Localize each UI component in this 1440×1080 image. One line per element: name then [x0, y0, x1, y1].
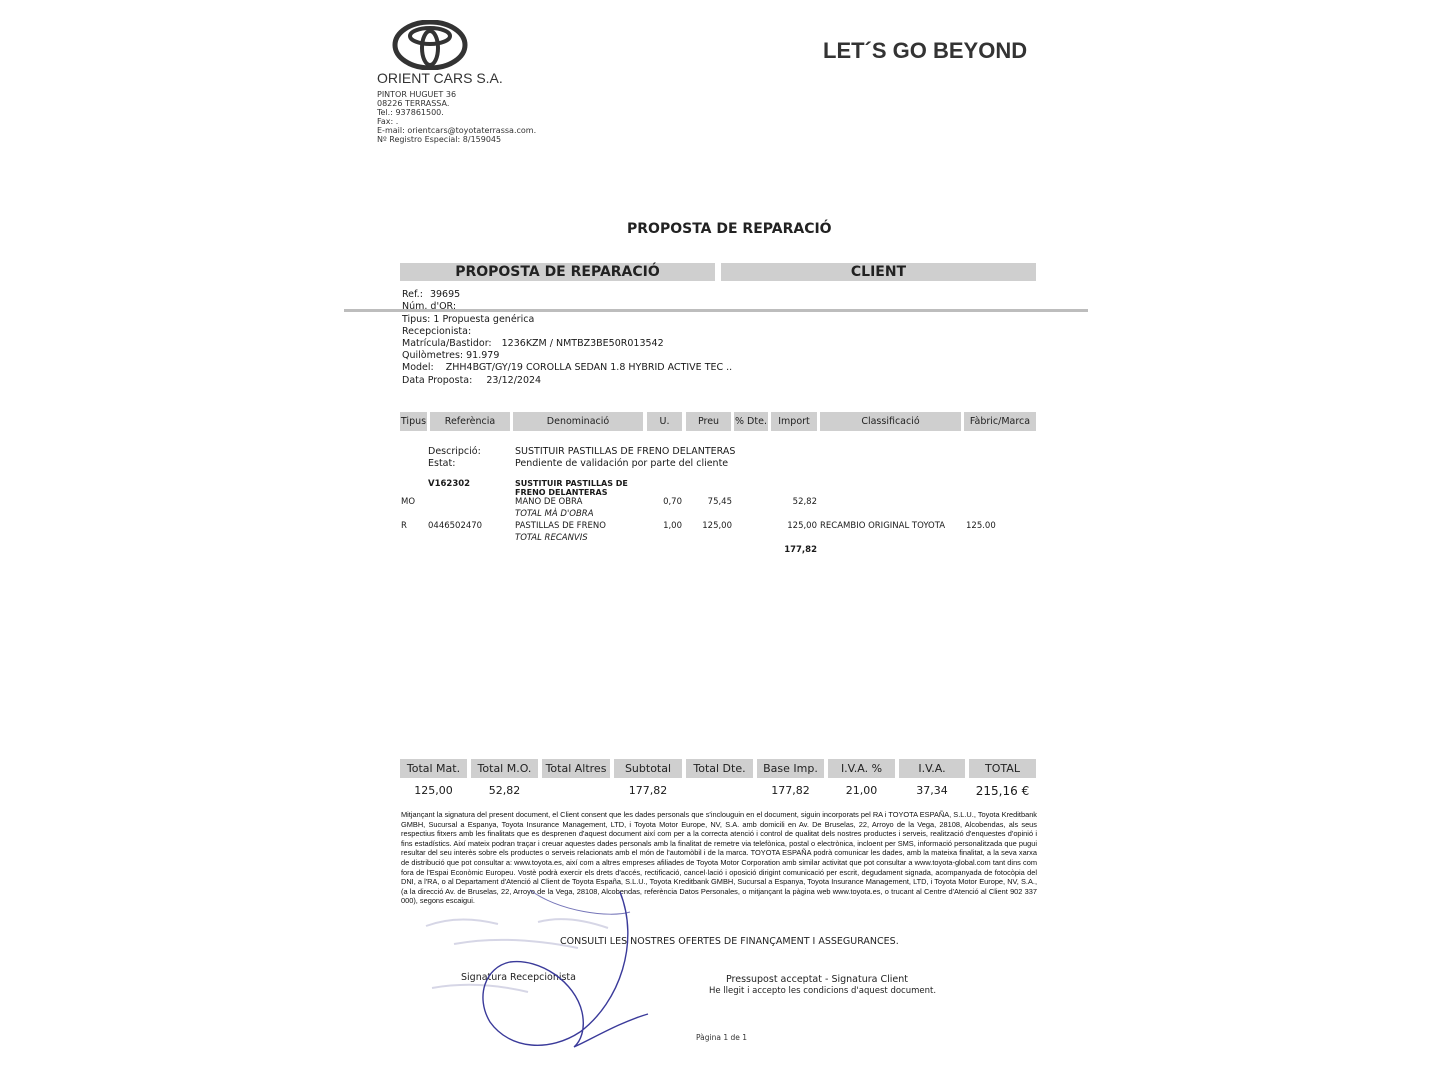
description-value: SUSTITUIR PASTILLAS DE FRENO DELANTERAS: [515, 446, 736, 457]
field-or-number: Núm. d'OR:: [402, 301, 457, 309]
row-parts-import: 125,00: [787, 521, 817, 531]
company-name: ORIENT CARS S.A.: [377, 70, 503, 86]
operation-code: V162302: [428, 479, 471, 489]
receptionist-signature-label: Signatura Recepcionista: [461, 972, 576, 983]
col-price: Preu: [686, 412, 731, 431]
field-plate-vin: Matrícula/Bastidor: 1236KZM / NMTBZ3BE50R013542: [402, 338, 664, 349]
tot-head-vat-pct: I.V.A. %: [828, 759, 895, 778]
tot-mo: 52,82: [488, 784, 521, 797]
col-type: Tipus: [400, 412, 427, 431]
field-model: Model: ZHH4BGT/GY/19 COROLLA SEDAN 1.8 HYBRID ACTIVE TEC ..: [402, 362, 733, 373]
client-acceptance-note: He llegit i accepto les condicions d'aquest document.: [709, 986, 937, 996]
row-parts-class: RECAMBIO ORIGINAL TOYOTA: [820, 521, 946, 531]
financing-note: CONSULTI LES NOSTRES OFERTES DE FINANÇAMENT I ASSEGURANCES.: [560, 936, 899, 947]
client-signature-label: Pressupost acceptat - Signatura Client: [726, 974, 908, 985]
company-address: PINTOR HUGUET 36 08226 TERRASSA. Tel.: 937861500. Fax: . E-mail: orientcars@toyotaterrassa.com. Nº Registro Especial: 8/159045: [377, 90, 537, 144]
tot-vat-pct: 21,00: [845, 784, 878, 797]
field-receptionist: Recepcionista:: [402, 326, 472, 337]
col-classification: Classificació: [820, 412, 961, 431]
field-proposal-date: Data Proposta: 23/12/2024: [402, 375, 542, 386]
row-labor-type: MO: [401, 497, 416, 507]
col-units: U.: [647, 412, 682, 431]
row-parts-units: 1,00: [663, 521, 682, 531]
divider-line: [344, 309, 1088, 312]
tot-head-base: Base Imp.: [757, 759, 824, 778]
tot-head-discount: Total Dte.: [686, 759, 753, 778]
row-parts-denom: PASTILLAS DE FRENO: [515, 521, 606, 531]
handwritten-signature: [470, 872, 670, 1058]
operation-title: SUSTITUIR PASTILLAS DE FRENO DELANTERAS: [515, 479, 628, 497]
total-parts-label: TOTAL RECANVIS: [515, 533, 588, 543]
page-number: Pàgina 1 de 1: [696, 1033, 748, 1042]
row-parts-fabric: 125.00: [966, 521, 996, 531]
tot-head-subtotal: Subtotal: [614, 759, 682, 778]
row-parts-price: 125,00: [702, 521, 732, 531]
status-value: Pendiente de validación por parte del cliente: [515, 458, 729, 469]
client-header: CLIENT: [721, 263, 1036, 281]
col-manufacturer: Fàbric/Marca: [964, 412, 1036, 431]
col-denomination: Denominació: [513, 412, 643, 431]
row-parts-ref: 0446502470: [428, 521, 483, 531]
row-labor-units: 0,70: [663, 497, 682, 507]
description-label: Descripció:: [428, 446, 481, 457]
tot-mat: 125,00: [414, 784, 453, 797]
col-import: Import: [771, 412, 817, 431]
field-type: Tipus: 1 Propuesta genérica: [402, 314, 535, 325]
tot-head-mat: Total Mat.: [400, 759, 467, 778]
row-parts-type: R: [401, 521, 407, 531]
toyota-logo: [392, 20, 468, 70]
tot-head-others: Total Altres: [542, 759, 610, 778]
slogan: LET´S GO BEYOND: [823, 38, 1028, 63]
col-reference: Referència: [430, 412, 510, 431]
col-discount: % Dte.: [734, 412, 768, 431]
tot-base: 177,82: [771, 784, 810, 797]
row-labor-price: 75,45: [707, 497, 732, 507]
legal-text: Mitjançant la signatura del present document, el Client consent que les dades personals que s'inclouguin en el document, siguin incorporats pel RA i TOYOTA ESPAÑA, S.L.U., Toyota Kreditbank GMBH, Sucursal a Espanya, Toyota Insurance Management, LTD, i Toyota Motor Europe, NV, S.A. amb domicili en Av. De Bruselas, 22, Arroyo de la Vega, 28108, Alcobendas, als seus respectius fitxers amb les finalitats que es desprenen d'aquest document així com per a la correcta atenció i control de qualitat dels nostres productes i serveis, realització d'enquestes d'opinió i fins estadístics. Així mateix podran traçar i creuar aquestes dades personals amb la finalitat de remetre via telefònica, postal o electrònica, incloent per SMS, informació personalitzada que pugui resultar del seu interès sobre els productes o serveis relacionats amb el món de l'automòbil i de la marca. TOYOTA ESPAÑA podrà comunicar les dades, amb la mateixa finalitat, a la seva xarxa de distribució que pot consultar a: www.toyota.es, així com a altres empreses afiliades de Toyota Motor Corporation amb similar activitat que pot consultar a www.toyota-global.com tant dins com fora de l'Espai Econòmic Europeu. Vostè podrà exercir els drets d'accés, rectificació, cancel·lació i oposició dirigint comunicació per escrit, degudament signada, acompanyada de fotocòpia del DNI, a l'RA, o al Departament d'Atenció al Client de Toyota España, S.L.U., Toyota Kreditbank GMBH, Sucursal a Espanya, Toyota Insurance Management, LTD, i Toyota Motor Europe, NV, S.A., (a la direcció Av. de Bruselas, 22, Arroyo de la Vega, 28108, Alcobendas, referència Datos Personales, o mitjançant la pàgina web www.toyota.es, o trucant al Centre d'Atenció al Client 902 337 000), segons escaigui.: [401, 810, 1037, 906]
tot-head-vat: I.V.A.: [899, 759, 965, 778]
row-labor-denom: MANO DE OBRA: [515, 497, 583, 507]
field-ref: Ref.: 39695: [402, 289, 461, 300]
status-label: Estat:: [428, 458, 456, 469]
tot-head-mo: Total M.O.: [471, 759, 538, 778]
tot-total: 215,16 €: [975, 784, 1030, 798]
tot-vat: 37,34: [916, 784, 948, 797]
grand-import: 177,82: [784, 545, 817, 555]
document-title: PROPOSTA DE REPARACIÓ: [627, 221, 832, 237]
field-mileage: Quilòmetres: 91.979: [402, 350, 500, 361]
proposal-header: PROPOSTA DE REPARACIÓ: [400, 263, 715, 281]
tot-subtotal: 177,82: [628, 784, 668, 797]
total-labor-label: TOTAL MÀ D'OBRA: [515, 509, 594, 519]
tot-head-total: TOTAL: [969, 759, 1036, 778]
row-labor-import: 52,82: [792, 497, 817, 507]
